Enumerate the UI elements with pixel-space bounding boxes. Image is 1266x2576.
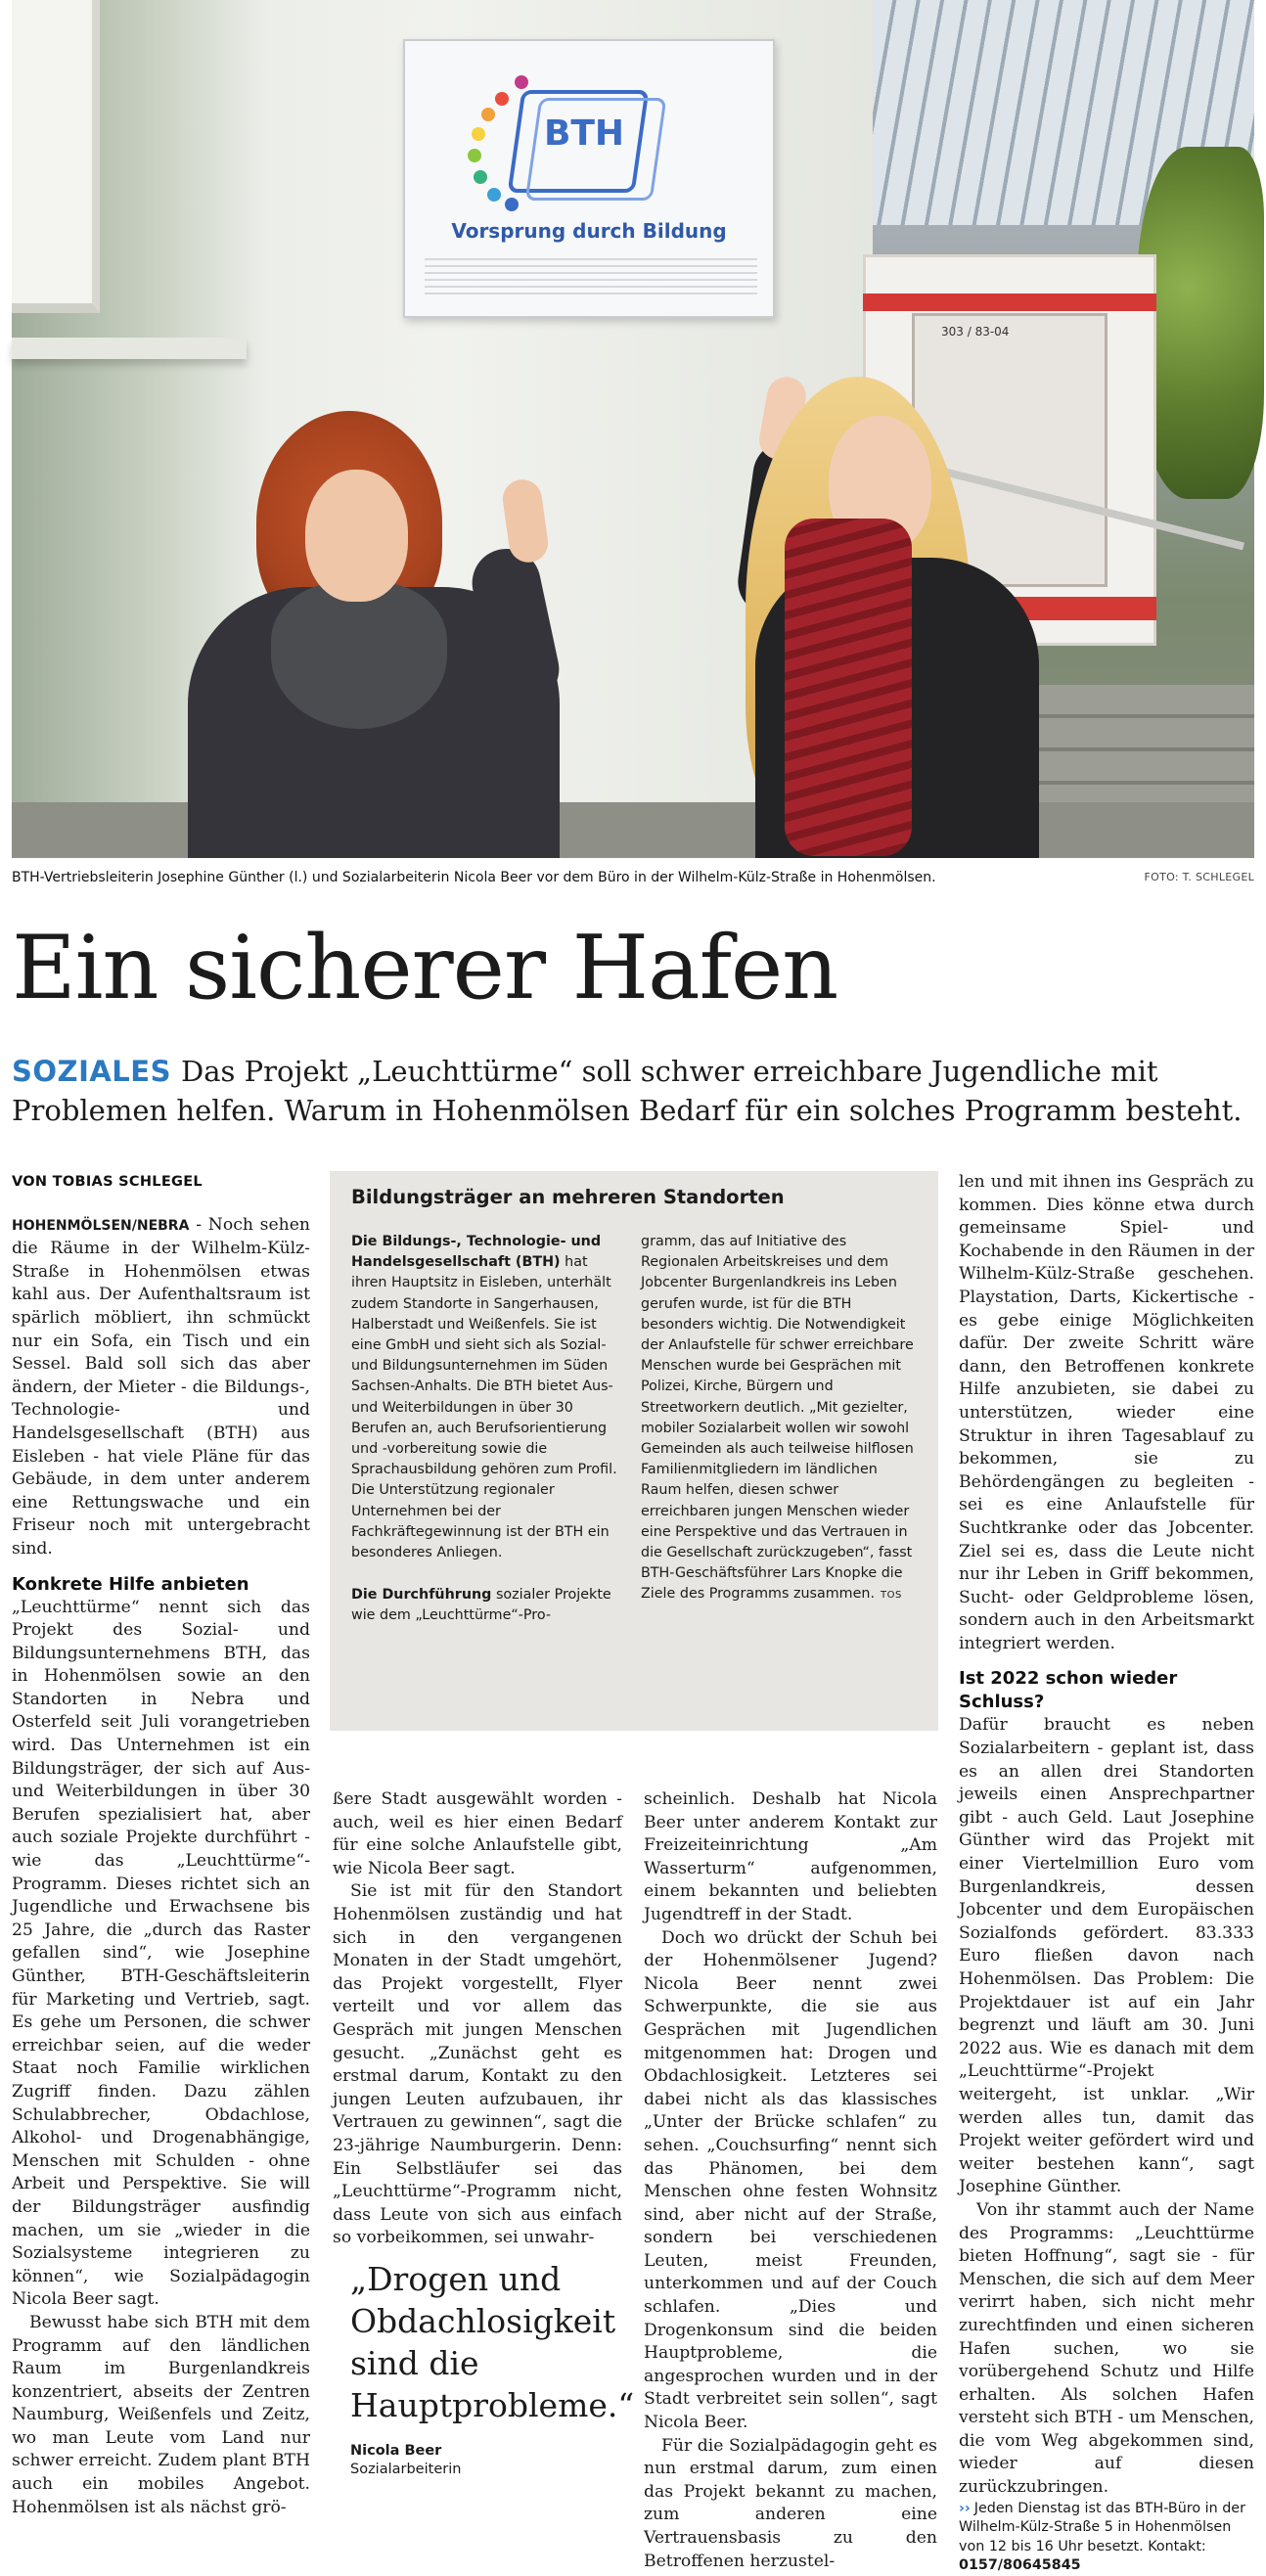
info-box <box>330 1171 938 1731</box>
quote-text: „Drogen und Obdachlosigkeit sind die Hauptprobleme.“ <box>350 2260 635 2424</box>
paragraph: ßere Stadt ausgewählt worden - auch, weil es hier einen Bedarf für eine solche Anlaufstelle gibt, wie Nicola Beer sagt. <box>333 1789 622 1878</box>
info-box-title: Bildungsträger an mehreren Standorten <box>351 1186 785 1208</box>
article-photo <box>12 0 1254 858</box>
bth-logo: BTH <box>543 113 625 154</box>
byline: VON TOBIAS SCHLEGEL <box>12 1174 203 1190</box>
subheading: Ist 2022 schon wieder Schluss? <box>959 1668 1178 1713</box>
kicker: SOZIALES <box>12 1055 171 1088</box>
pull-quote <box>350 2258 635 2479</box>
photo-credit: FOTO: T. SCHLEGEL <box>1144 871 1254 883</box>
info-box-lead: Die Durchführung <box>351 1587 492 1604</box>
paragraph: scheinlich. Deshalb hat Nicola Beer unter anderem Kontakt zur Freizeiteinrichtung „Am Wasserturm“ aufgenommen, einem bekannten und beliebten Jugendtreff in der Stadt. <box>644 1789 937 1924</box>
standfirst <box>12 1052 1254 1130</box>
column-3 <box>644 1788 937 2573</box>
paragraph: Doch wo drückt der Schuh bei der Hohenmölsener Jugend? Nicola Beer nennt zwei Schwerpunkte, die sie aus Gesprächen mit Jugendlichen mitgenommen hat: Drogen und Obdachlosigkeit. Letzteres sei dabei nicht als das klassisches „Unter der Brücke schlafen“ zu sehen. „Couchsurfing“ nennt sich das Phänomen, bei dem Menschen ohne festen Wohnsitz sind, aber nicht auf der Straße, sondern bei verschiedenen Leuten, meist Freunden, unterkommen und auf der Couch schlafen. „Dies und Drogenkonsum sind die beiden Hauptprobleme, die angesprochen wurden und in der Stadt verbreitet sein sollen“, sagt Nicola Beer. <box>644 1927 937 2433</box>
paragraph: Von ihr stammt auch der Name des Programms: „Leuchttürme bieten Hoffnung“, sagt sie - für Menschen, die sich auf dem Meer verirrt haben, sich nicht mehr zurechtfinden und einen sicheren Hafen suchen, wo sie vorübergehend Schutz und Hilfe erhalten. Als solchen Hafen versteht sich BTH - um Menschen, die vom Weg abgekommen sind, wieder auf diesen zurückzubringen. <box>959 2199 1254 2498</box>
contact-phone: 0157/80645845 <box>959 2557 1081 2574</box>
standfirst-text: Das Projekt „Leuchttürme“ soll schwer erreichbare Jugendliche mit Problemen helfen. Warum in Hohenmölsen Bedarf für ein solches Programm besteht. <box>12 1055 1243 1127</box>
ambulance-number: 303 / 83-04 <box>941 325 1010 339</box>
column-4 <box>959 1171 1254 2576</box>
info-box-column-right: gramm, das auf Initiative des Regionalen Arbeitskreises und dem Jobcenter Burgenlandkreis ins Leben gerufen wurde, ist für die BTH besonders wichtig. Die Notwendigkeit der Anlaufstelle für schwer erreichbare Menschen wurde bei Gesprächen mit Polizei, Kirche, Bürgern und Streetworkern deutlich. „Mit gezielter, mobiler Sozialarbeit wollen wir sowohl Gemeinden als auch teilweise hilflosen Familienmitgliedern im ländlichen Raum helfen, diesen schwer erreichbaren jungen Menschen wieder eine Perspektive und das Vertrauen in die Gesellschaft zurückzugeben“, fasst BTH-Geschäftsführer Lars Knopke die Ziele des Programms zusammen. TOS <box>641 1234 914 1603</box>
paragraph: Dafür braucht es neben Sozialarbeitern - geplant ist, dass es an allen drei Standorten jeweils einen Ansprechpartner gibt - auch Geld. Laut Josephine Günther wird das Projekt mit einer Viertelmillion Euro vom Burgenlandkreis, dessen Jobcenter und dem Europäischen Sozialfonds gefördert. 83.333 Euro fließen davon nach Hohenmölsen. Das Problem: Die Projektdauer ist auf ein Jahr begrenzt und läuft am 30. Juni 2022 aus. Wie es danach mit dem „Leuchttürme“-Projekt weitergeht, ist unklar. „Wir werden alles tun, damit das Projekt weiter gefördert wird und weiter bestehen kann“, sagt Josephine Günther. <box>959 1715 1254 2197</box>
paragraph: Sie ist mit für den Standort Hohenmölsen zuständig und hat sich in den vergangenen Monaten in der Stadt umgehört, das Projekt vorgestellt, Flyer verteilt und vor allem das Gespräch mit jungen Menschen gesucht. „Zunächst geht es erstmal darum, Kontakt zu den jungen Leuten aufzubauen, ihr Vertrauen zu gewinnen“, sagt die 23-jährige Naumburgerin. Denn: Ein Selbstläufer sei das „Leuchttürme“-Programm nicht, dass Leute von sich aus einfach so vorbeikommen, sei unwahr- <box>333 1881 622 2248</box>
woman-left-face <box>305 470 408 602</box>
quote-author-role: Sozialarbeiterin <box>350 2462 462 2477</box>
info-box-lead: Die Bildungs-, Technologie- und Handelsgesellschaft (BTH) <box>351 1234 602 1271</box>
red-scarf <box>785 519 912 856</box>
dateline: HOHENMÖLSEN/NEBRA <box>12 1217 190 1234</box>
author-initials: TOS <box>881 1590 902 1602</box>
photo-window <box>12 0 100 313</box>
column-2 <box>333 1788 622 2250</box>
paragraph: - Noch sehen die Räume in der Wilhelm-Külz-Straße in Hohenmölsen etwas kahl aus. Der Aufenthaltsraum ist spärlich möbliert, ihn schmückt nur ein Sofa, ein Tisch und ein Sessel. Bald soll sich das aber ändern, der Mieter - die Bildungs-, Technologie- und Handelsgesellschaft (BTH) aus Eisleben - hat viele Pläne für das Gebäude, in dem unter anderem eine Rettungswache und ein Friseur noch mit untergebracht sind. <box>12 1214 310 1559</box>
info-box-column-left: Die Bildungs-, Technologie- und Handelsgesellschaft (BTH) hat ihren Hauptsitz in Eisleben, unterhält zudem Standorte in Sangerhausen, Halberstadt und Weißenfels. Sie ist eine GmbH und sieht sich als Sozial- und Bildungsunternehmen im Süden Sachsen-Anhalts. Die BTH bietet Aus- und Weiterbildungen in über 30 Berufen an, auch Berufsorientierung und -vorbereitung sowie die Sprachausbildung gehören zum Profil. Die Unterstützung regionaler Unternehmen bei der Fachkräftegewinnung ist der BTH ein besonderes Anliegen. Die Durchführung sozialer Projekte wie dem „Leuchttürme“-Pro- <box>351 1234 617 1624</box>
info-note: ›› Jeden Dienstag ist das BTH-Büro in der Wilhelm-Külz-Straße 5 in Hohenmölsen von 12 bis 16 Uhr besetzt. Kontakt: 0157/80645845 <box>959 2500 1245 2574</box>
column-1 <box>12 1171 310 2519</box>
bth-sign <box>403 39 775 318</box>
paragraph: Bewusst habe sich BTH mit dem Programm auf den ländlichen Raum im Burgenlandkreis konzentriert, abseits der Zentren Naumburg, Weißenfels und Zeitz, wo man Leute vom Land nur schwer erreicht. Zudem plant BTH auch ein mobiles Angebot. Hohenmölsen ist als nächst grö- <box>12 2312 310 2517</box>
bth-tagline: Vorsprung durch Bildung <box>451 219 727 243</box>
arrow-icon: ›› <box>959 2500 971 2516</box>
headline: Ein sicherer Hafen <box>12 917 838 1019</box>
paragraph: len und mit ihnen ins Gespräch zu kommen. Dies könne etwa durch gemeinsame Spiel- und Kochabende in den Räumen in der Wilhelm-Külz-Straße geschehen. Playstation, Darts, Kickertische - es gebe einige Möglichkeiten dafür. Der zweite Schritt wäre dann, den Betroffenen konkrete Hilfe anzubieten, sie dabei zu unterstützen, wieder eine Struktur in ihren Tagesablauf zu bekommen, sie zu Behördengängen zu begleiten - sei es eine Anlaufstelle für Suchtkranke oder das Jobcenter. Ziel sei es, dass die Leute nicht nur ihr Leben in Griff bekommen, Sucht- oder Geldprobleme lösen, sondern auch in den Arbeitsmarkt integriert werden. <box>959 1172 1254 1653</box>
photo-caption <box>12 868 1254 887</box>
paragraph: Für die Sozialpädagogin geht es nun erstmal darum, zum einen das Projekt bekannt zu machen, zum anderen eine Vertrauensbasis zu den Betroffenen herzustel- <box>644 2435 937 2571</box>
subheading: Konkrete Hilfe anbieten <box>12 1573 249 1595</box>
paragraph: „Leuchttürme“ nennt sich das Projekt des Sozial- und Bildungsunternehmens BTH, das in Hohenmölsen sowie an den Standorten in Nebra und Osterfeld seit Juli vorangetrieben wird. Das Unternehmen ist ein Bildungsträger, der sich auf Aus- und Weiterbildungen in über 30 Berufen spezialisiert hat, aber auch soziale Projekte durchführt - wie das „Leuchttürme“-Programm. Dieses richtet sich an Jugendliche und Erwachsene bis 25 Jahre, die „durch das Raster gefallen sind“, wie Josephine Günther, BTH-Geschäftsleiterin für Marketing und Vertrieb, sagt. Es gehe um Personen, die schwer erreichbar seien, auf die weder Staat noch Familie wirklichen Zugriff finden. Dazu zählen Schulabbrecher, Obdachlose, Alkohol- und Drogenabhängige, Menschen mit Schulden - ohne Arbeit und Perspektive. Sie will der Bildungsträger ausfindig machen, um sie „wieder in die Sozialsysteme integrieren zu können“, wie Sozialpädagogin Nicola Beer sagt. <box>12 1597 310 2310</box>
quote-author: Nicola Beer <box>350 2443 442 2459</box>
caption-text: BTH-Vertriebsleiterin Josephine Günther (l.) und Sozialarbeiterin Nicola Beer vor dem Büro in der Wilhelm-Külz-Straße in Hohenmölsen. <box>12 870 936 885</box>
